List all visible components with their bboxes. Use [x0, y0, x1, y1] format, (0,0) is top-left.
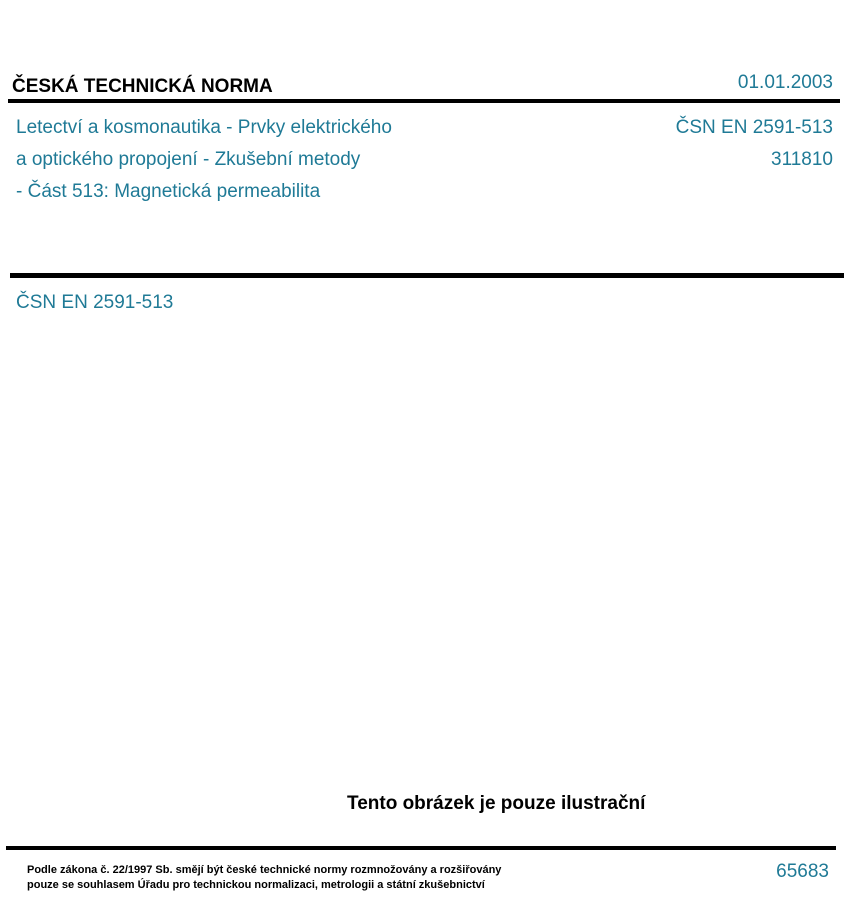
illustration-notice: Tento obrázek je pouze ilustrační [347, 793, 646, 814]
standard-code-repeat: ČSN EN 2591-513 [16, 292, 174, 313]
title-line-3: - Část 513: Magnetická permeabilita [16, 181, 321, 202]
title-line-1: Letectví a kosmonautika - Prvky elektrického [16, 117, 392, 138]
effective-date: 01.01.2003 [737, 72, 833, 93]
norm-type-heading: ČESKÁ TECHNICKÁ NORMA [12, 76, 273, 97]
standard-code: ČSN EN 2591-513 [675, 117, 833, 138]
top-divider [8, 99, 840, 103]
middle-divider [10, 273, 844, 278]
catalog-number: 65683 [776, 861, 829, 882]
legal-notice-line-1: Podle zákona č. 22/1997 Sb. smějí být české technické normy rozmnožovány a rozšiřovány [27, 864, 502, 876]
legal-notice-line-2: pouze se souhlasem Úřadu pro technickou normalizaci, metrologii a státní zkušebnictví [27, 879, 485, 891]
title-line-2: a optického propojení - Zkušební metody [16, 149, 361, 170]
bottom-divider [6, 846, 836, 850]
class-number: 311810 [771, 149, 833, 170]
